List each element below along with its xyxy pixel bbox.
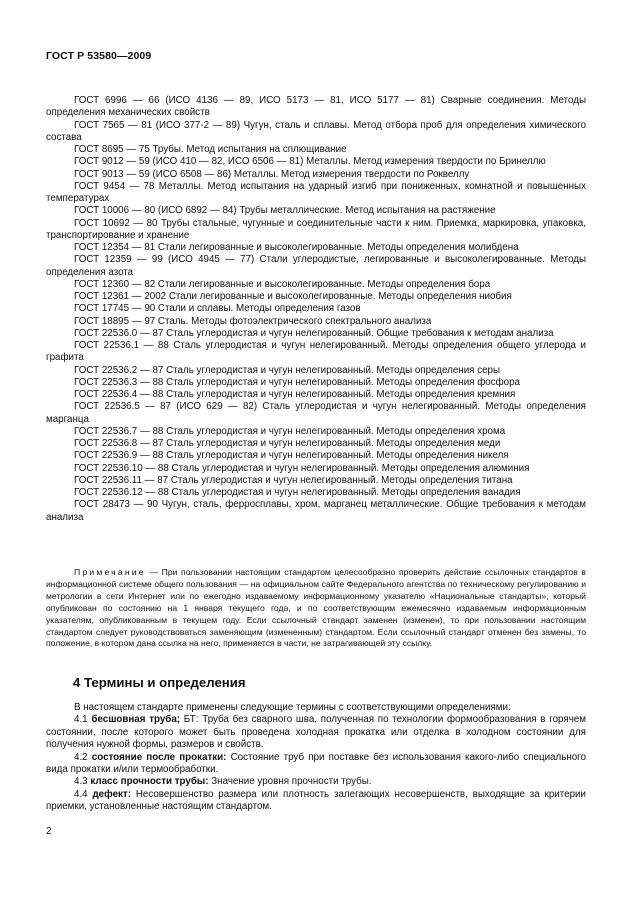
definition-term: состояние после прокатки: (91, 751, 227, 763)
reference-item: ГОСТ 9013 — 59 (ИСО 6508 — 86) Металлы. Метод измерения твердости по Роквеллу (74, 168, 470, 180)
definition-number: 4.3 (74, 776, 91, 788)
reference-item: ГОСТ 9454 — 78 Металлы. Метод испытания на ударный изгиб при пониженных, комнатной и повышенных температурах (46, 180, 586, 204)
references-note (46, 567, 586, 650)
definition-number: 4.2 (74, 751, 92, 763)
note-text: — При пользовании настоящим стандартом целесообразно проверить действие ссылочных стандартов в информационной системе общего пользования — на официальном сайте Федерального агентства по техническому регулированию и метрологии в сети Интернет или по ежегодно издаваемому информационному указателю «Национальные стандарты», который опубликован по состоянию на 1 января текущего года, и по соответствующим ежемесячно издаваемым информационным указателям, опубликованным в текущем году. Если ссылочный стандарт заменен (изменен), то при пользовании настоящим стандартом следует руководствоваться заменяющим (измененным) стандартом. Если ссылочный стандарт отменен без замены, то положение, в котором дана ссылка на него, применяется в части, не затрагивающей эту ссылку. (46, 567, 586, 649)
note-paragraph (46, 567, 586, 650)
reference-item: ГОСТ 22536.9 — 88 Сталь углеродистая и чугун нелегированный. Методы определения никеля (74, 450, 509, 462)
definition-term: класс прочности трубы: (90, 776, 209, 788)
reference-item: ГОСТ 6996 — 66 (ИСО 4136 — 89, ИСО 5173 — 81, ИСО 5177 — 81) Сварные соединения. Методы определения механических свойств (46, 95, 586, 119)
reference-item: ГОСТ 18895 — 97 Сталь. Методы фотоэлектрического спектрального анализа (74, 315, 432, 327)
definitions-block (46, 702, 586, 814)
standard-code-header: ГОСТ Р 53580—2009 (46, 50, 152, 62)
reference-item: ГОСТ 22536.10 — 88 Сталь углеродистая и чугун нелегированный. Методы определения алюминия (74, 462, 530, 474)
definition-text: БТ: Труба без сварного шва, полученная по технологии формообразования в горячем состоянии, после которого может быть проведена холодная прокатка или отделка в холодном состоянии для получения нужной формы, размеров и свойств. (46, 714, 586, 751)
definition-item (46, 752, 586, 777)
reference-item: ГОСТ 22536.1 — 88 Сталь углеродистая и чугун нелегированный. Методы определения общего углерода и графита (46, 340, 586, 364)
definition-number: 4.4 (74, 788, 93, 800)
reference-item: ГОСТ 22536.12 — 88 Сталь углеродистая и чугун нелегированный. Методы определения ванадия (74, 487, 521, 498)
reference-item: ГОСТ 22536.0 — 87 Сталь углеродистая и чугун нелегированный. Общие требования к методам анализа (74, 327, 554, 339)
definition-text: Несовершенство размера или плотность залегающих несовершенств, выходящие за критерии приемки, установленные настоящим стандартом. (46, 788, 586, 813)
normative-references-list (46, 95, 586, 524)
definition-text: Состояние труб при поставке без использования какого-либо специального вида прокатки и/или термообработки. (46, 751, 586, 776)
definition-number: 4.1 (74, 714, 92, 726)
definition-item (46, 714, 586, 751)
note-label: Примечание (74, 567, 146, 577)
reference-item: ГОСТ 10692 — 80 Трубы стальные, чугунные и соединительные части к ним. Приемка, маркировка, упаковка, транспортирование и хранение (46, 217, 586, 241)
definition-term: дефект: (92, 788, 131, 800)
reference-item: ГОСТ 22536.11 — 87 Сталь углеродистая и чугун нелегированный. Методы определения титана (74, 474, 513, 486)
definition-text: Значение уровня прочности трубы. (208, 776, 372, 788)
reference-item: ГОСТ 22536.8 — 87 Сталь углеродистая и чугун нелегированный. Методы определения меди (74, 438, 501, 449)
reference-item: ГОСТ 9012 — 59 (ИСО 410 — 82, ИСО 6506 — 81) Металлы. Метод измерения твердости по Бринеллю (74, 156, 546, 168)
page-number: 2 (46, 826, 52, 837)
reference-item: ГОСТ 17745 — 90 Стали и сплавы. Методы определения газов (74, 303, 361, 315)
reference-item: ГОСТ 8695 — 75 Трубы. Метод испытания на сплющивание (74, 144, 347, 155)
reference-item: ГОСТ 22536.2 — 87 Сталь углеродистая и чугун нелегированный. Методы определения серы (74, 364, 501, 376)
reference-item: ГОСТ 22536.4 — 88 Сталь углеродистая и чугун нелегированный. Методы определения кремния (74, 389, 516, 400)
reference-item: ГОСТ 12360 — 82 Стали легированные и высоколегированные. Методы определения бора (74, 278, 491, 290)
definition-term: бесшовная труба; (91, 714, 181, 726)
reference-item: ГОСТ 12361 — 2002 Стали легированные и высоколегированные. Методы определения ниобия (74, 291, 512, 302)
reference-item: ГОСТ 12354 — 81 Стали легированные и высоколегированные. Методы определения молибдена (74, 242, 519, 253)
reference-item: ГОСТ 10006 — 80 (ИСО 6892 — 84) Трубы металлические. Метод испытания на растяжение (74, 205, 496, 217)
reference-item: ГОСТ 22536.5 — 87 (ИСО 629 — 82) Сталь углеродистая и чугун нелегированный. Методы определения марганца (46, 401, 586, 425)
section-intro: В настоящем стандарте применены следующие термины с соответствующими определениями: (74, 702, 511, 713)
reference-item: ГОСТ 22536.7 — 88 Сталь углеродистая и чугун нелегированный. Методы определения хрома (74, 425, 506, 437)
section-title: 4 Термины и определения (73, 675, 246, 690)
reference-item: ГОСТ 22536.3 — 88 Сталь углеродистая и чугун нелегированный. Методы определения фосфора (74, 376, 521, 388)
reference-item: ГОСТ 7565 — 81 (ИСО 377-2 — 89) Чугун, сталь и сплавы. Метод отбора проб для определения химического состава (46, 119, 586, 143)
definition-item (46, 789, 586, 814)
reference-item: ГОСТ 28473 — 90 Чугун, сталь, ферросплавы, хром, марганец металлические. Общие требования к методам анализа (46, 499, 586, 523)
reference-item: ГОСТ 12359 — 99 (ИСО 4945 — 77) Стали углеродистые, легированные и высоколегированные. Методы определения азота (46, 254, 586, 278)
definition-item (46, 776, 586, 788)
